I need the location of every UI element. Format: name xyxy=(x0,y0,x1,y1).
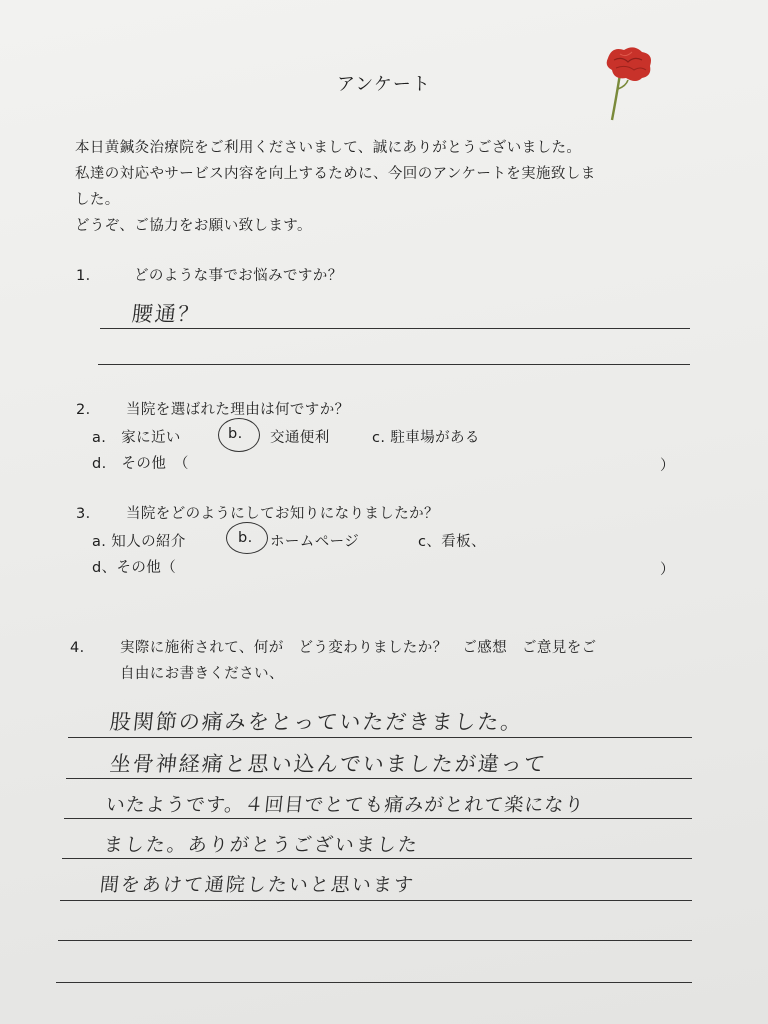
answer-line xyxy=(62,858,692,859)
q2-question: 当院を選ばれた理由は何ですか？ xyxy=(126,402,350,418)
answer-line xyxy=(64,818,692,819)
answer-line xyxy=(100,328,690,329)
intro-line-2: 私達の対応やサービス内容を向上するために、今回のアンケートを実施致しま xyxy=(75,166,596,182)
intro-line-3: した。 xyxy=(75,192,120,208)
q3-option-a: a. 知人の紹介 xyxy=(92,534,186,550)
q4-answer-line-1: 股関節の痛みをとっていただきました。 xyxy=(108,710,525,734)
q3-option-b: ホームページ xyxy=(270,534,360,550)
q4-answer-line-2: 坐骨神経痛と思い込んでいましたが違って xyxy=(108,752,549,776)
q4-question-line-2: 自由にお書きください、 xyxy=(120,666,284,682)
q3-option-c: c、看板、 xyxy=(418,534,486,550)
q1-question: どのような事でお悩みですか？ xyxy=(134,268,343,284)
answer-line xyxy=(98,364,690,365)
answer-line xyxy=(66,778,692,779)
answer-line xyxy=(58,940,692,941)
carnation-icon xyxy=(598,44,658,124)
q3-number: 3． xyxy=(76,506,101,522)
page-title: アンケート xyxy=(337,74,431,95)
q4-answer-line-3: いたようです。４回目でとても痛みがとれて楽になり xyxy=(104,794,586,816)
q1-answer: 腰通？ xyxy=(130,302,203,326)
q2-option-c: c. 駐車場がある xyxy=(372,430,480,446)
answer-line xyxy=(60,900,692,901)
q2-option-d-close: ） xyxy=(660,458,675,474)
q3-option-b-letter: b. xyxy=(238,530,253,546)
answer-line xyxy=(68,737,692,738)
answer-line xyxy=(56,982,692,983)
q1-number: 1． xyxy=(76,268,101,284)
q2-option-a: a. 家に近い xyxy=(92,430,181,446)
q3-option-d-close: ） xyxy=(660,562,675,578)
q3-question: 当院をどのようにしてお知りになりましたか？ xyxy=(126,506,439,522)
q4-question-line-1: 実際に施術されて、何が どう変わりましたか？ ご感想 ご意見をご xyxy=(120,640,597,656)
q4-number: 4． xyxy=(70,640,95,656)
q3-option-d: d、その他（ xyxy=(92,560,177,576)
q2-option-b: 交通便利 xyxy=(270,430,330,446)
q2-option-d: d. その他 （ xyxy=(92,456,189,472)
q2-option-b-letter: b. xyxy=(228,426,243,442)
q4-answer-line-4: ました。ありがとうございました xyxy=(102,834,421,856)
intro-line-1: 本日黄鍼灸治療院をご利用くださいまして、誠にありがとうございました。 xyxy=(75,140,582,156)
q2-number: 2． xyxy=(76,402,101,418)
q4-answer-line-5: 間をあけて通院したいと思います xyxy=(98,874,417,896)
intro-line-4: どうぞ、ご協力をお願い致します。 xyxy=(75,218,312,234)
